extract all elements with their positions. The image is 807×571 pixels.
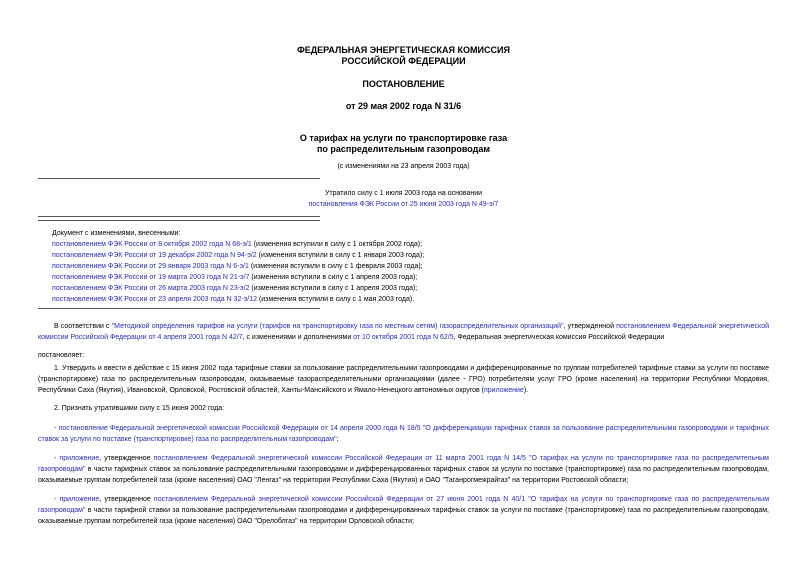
change-item: постановлением ФЭК России от 8 октября 2002 года N 68-э/1 (изменения вступили в силу с 1 октября 2002 года); [52,241,423,248]
appendix-link[interactable]: - приложение [54,455,100,462]
repeal-link[interactable]: постановлением Федеральной энергетической комиссии Российской Федерации от 11 марта 2001 года N 14/5 "О тарифах на услуги по транспортировке газа по распределительным газопроводам" [38,455,769,473]
divider [38,178,320,179]
change-link[interactable]: постановлением ФЭК России от 26 марта 2003 года N 23-э/2 [52,285,250,292]
repeal-link[interactable]: - постановление Федеральной энергетической комиссии Российской Федерации от 14 апреля 2000 года N 18/5 "О дифференциации тарифных ставок за пользование распределительными газопроводами и тарифных ставок за услуги по поставке (транспортировке) газа по распределительным газопроводам" [38,425,769,443]
divider [38,220,320,221]
lost-force-link[interactable]: постановления ФЭК России от 25 июня 2003 года N 49-э/7 [308,201,499,208]
resolves-label: постановляет: [38,352,85,359]
repeal-item-1: - постановление Федеральной энергетической комиссии Российской Федерации от 14 апреля 2000 года N 18/5 "О дифференциации тарифных ставок за пользование распределительными газопроводами и тарифных ставок за услуги по поставке (транспортировке) газа по распределительным газопроводам"; [38,425,769,443]
change-item: постановлением ФЭК России от 23 апреля 2003 года N 32-э/12 (изменения вступили в силу с 1 мая 2003 года). [52,296,415,303]
change-link[interactable]: постановлением ФЭК России от 19 марта 2003 года N 21-э/7 [52,274,250,281]
change-link[interactable]: постановлением ФЭК России от 23 апреля 2003 года N 32-э/12 [52,296,257,303]
repeal-item-2: - приложение, утвержденное постановлением Федеральной энергетической комиссии Российской Федерации от 11 марта 2001 года N 14/5 "О тарифах на услуги по транспортировке газа по распределительным газопроводам" в части тарифных ставок за пользование распределительными газопроводами и дифференцированных тарифных ставок за услуги по поставке (транспортировке) газа по распределительным газопроводам, оказываемые группам потребителей газа (кроме населения) ОАО "Ленгаз" на территории Республики Саха (Якутия) и ОАО "Таганрогмежрайгаз" на территории Ростовской области; [38,455,769,484]
amendment-link[interactable]: от 10 октября 2001 года N 62/5 [353,334,454,341]
org-name-line1: ФЕДЕРАЛЬНАЯ ЭНЕРГЕТИЧЕСКАЯ КОМИССИЯ [297,45,510,55]
change-item: постановлением ФЭК России от 26 марта 2003 года N 23-э/2 (изменения вступили в силу с 1 апреля 2003 года); [52,285,418,292]
doc-title-line2: по распределительным газопроводам [316,144,490,154]
doc-date: от 29 мая 2002 года N 31/6 [345,101,462,111]
doc-type: ПОСТАНОВЛЕНИЕ [362,79,445,89]
change-link[interactable]: постановлением ФЭК России от 8 октября 2002 года N 68-э/1 [52,241,252,248]
resolution-link[interactable]: постановлением Федеральной энергетической комиссии Российской Федерации от 4 апреля 2001 года N 42/7 [38,323,769,341]
changes-heading: Документ с изменениями, внесенными: [52,230,181,237]
methodology-link[interactable]: "Методикой определения тарифов на услуги (тарифов на транспортировку газа по местным сетям) газораспределительных организаций" [111,323,564,330]
divider [38,216,320,217]
change-item: постановлением ФЭК России от 29 января 2003 года N 6-э/1 (изменения вступили в силу с 1 февраля 2003 года); [52,263,423,270]
change-link[interactable]: постановлением ФЭК России от 19 декабря 2002 года N 94-э/2 [52,252,257,259]
appendix-link[interactable]: приложение [483,387,524,394]
doc-title-line1: О тарифах на услуги по транспортировке газа [299,133,508,143]
amend-note: (с изменениями на 23 апреля 2003 года) [337,163,470,170]
repeal-link[interactable]: постановлением Федеральной энергетической комиссии Российской Федерации от 27 июня 2001 года N 40/1 "О тарифах на услуги по транспортировке газа по распределительным газопроводам" [38,496,770,514]
item-2-heading: 2. Признать утратившими силу с 15 июня 2002 года: [54,405,225,412]
change-link[interactable]: постановлением ФЭК России от 29 января 2003 года N 6-э/1 [52,263,249,270]
item-1-paragraph: 1. Утвердить и ввести в действие с 15 июня 2002 года тарифные ставки за пользование распределительными газопроводами и дифференцированные по группам потребителей тарифные ставки за услуги по поставке (транспортировке) газа по распределительным газопроводам, оказываемые газораспределительными организациями (далее - ГРО) потребителям услуг ГРО (кроме населения) на территории Республики Мордовия, Республики Саха (Якутия), Ивановской, Орловской, Ростовской областей, Ханты-Мансийского и Ямало-Ненецкого автономных округов (приложение). [38,365,769,394]
repeal-item-3: - приложение, утвержденное постановлением Федеральной энергетической комиссии Российской Федерации от 27 июня 2001 года N 40/1 "О тарифах на услуги по транспортировке газа по распределительным газопроводам" в части тарифной ставки за пользование распределительными газопроводами и дифференцированных тарифных ставок за услуги по поставке (транспортировке) газа по распределительным газопроводам, оказываемые группам потребителей газа (кроме населения) ОАО "Орелоблгаз" на территории Орловской области; [38,496,770,525]
appendix-link[interactable]: - приложение [54,496,100,503]
change-item: постановлением ФЭК России от 19 марта 2003 года N 21-э/7 (изменения вступили в силу с 1 апреля 2003 года); [52,274,418,281]
change-item: постановлением ФЭК России от 19 декабря 2002 года N 94-э/2 (изменения вступили в силу с 1 января 2003 года); [52,252,425,259]
org-name-line2: РОССИЙСКОЙ ФЕДЕРАЦИИ [341,56,466,66]
preamble-paragraph: В соответствии с "Методикой определения тарифов на услуги (тарифов на транспортировку газа по местным сетям) газораспределительных организаций", утвержденной постановлением Федеральной энергетической комиссии Российской Федерации от 4 апреля 2001 года N 42/7, с изменениями и дополнениями от 10 октября 2001 года N 62/5, Федеральная энергетическая комиссия Российской Федерации [38,323,769,341]
divider [38,308,320,309]
lost-force-note: Утратило силу с 1 июля 2003 года на основании [324,190,483,197]
